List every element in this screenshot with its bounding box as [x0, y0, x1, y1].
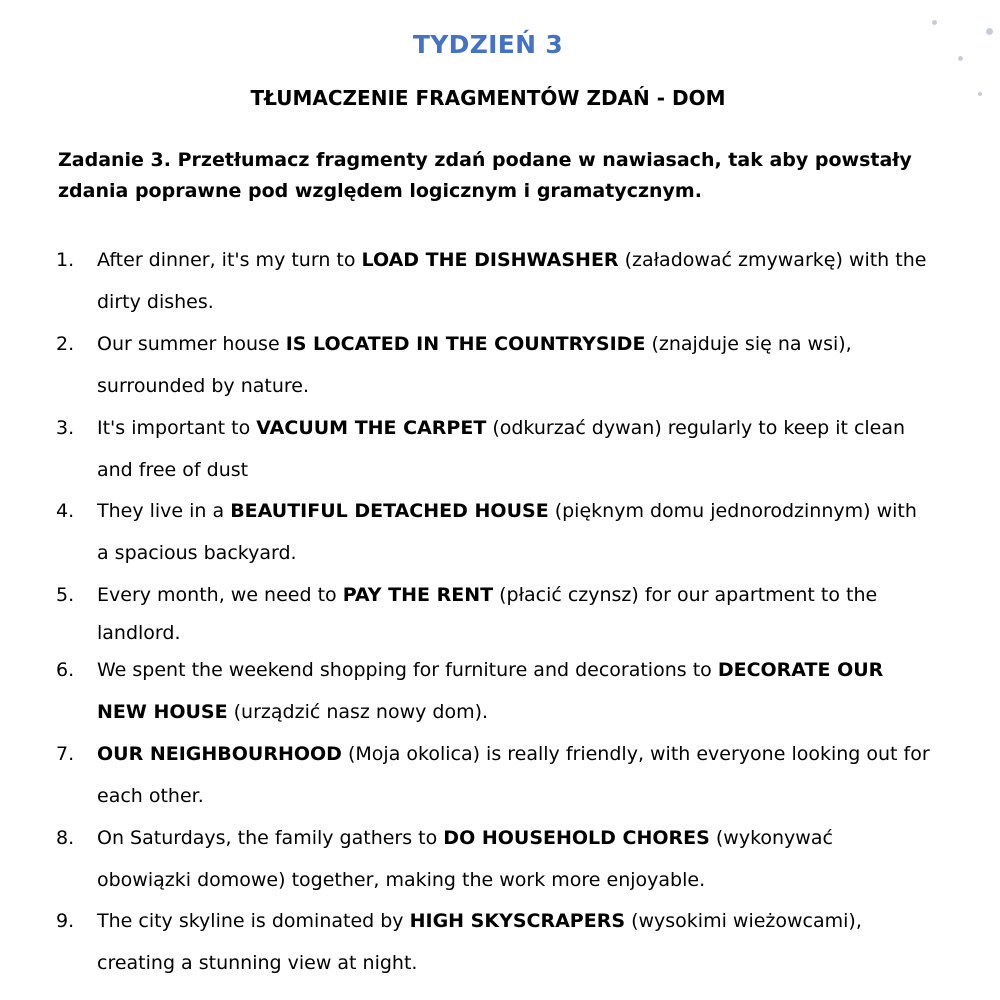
item-number: 5.: [56, 584, 75, 606]
item-keyword: DO HOUSEHOLD CHORES: [443, 827, 710, 849]
item-text: [97, 239, 932, 323]
item-keyword: LOAD THE DISHWASHER: [361, 249, 619, 271]
item-keyword: PAY THE RENT: [342, 584, 494, 606]
item-text: [97, 576, 932, 652]
item-text-after: (urządzić nasz nowy dom).: [227, 701, 489, 723]
item-keyword: OUR NEIGHBOURHOOD: [97, 743, 342, 765]
item-keyword: BEAUTIFUL DETACHED HOUSE: [230, 500, 549, 522]
decorative-dot: [978, 92, 982, 96]
item-text-after: (wykonywać obowiązki domowe) together, making the work more enjoyable.: [97, 827, 833, 891]
page-subtitle: TŁUMACZENIE FRAGMENTÓW ZDAŃ - DOM: [250, 86, 726, 110]
item-number: 2.: [56, 333, 75, 355]
item-keyword: VACUUM THE CARPET: [256, 417, 487, 439]
item-text: [97, 733, 932, 817]
item-keyword: IS LOCATED IN THE COUNTRYSIDE: [285, 333, 646, 355]
item-text-before: We spent the weekend shopping for furniture and decorations to: [97, 659, 718, 681]
item-text-after: (wysokimi wieżowcami), creating a stunning view at night.: [97, 910, 862, 974]
item-number: 1.: [56, 249, 75, 271]
item-text-after: (płacić czynsz) for our apartment to the landlord.: [97, 584, 878, 644]
item-text-before: They live in a: [97, 500, 231, 522]
item-number: 9.: [56, 910, 75, 932]
item-text-before: Every month, we need to: [97, 584, 343, 606]
item-text-after: (załadować zmywarkę) with the dirty dishes.: [97, 249, 927, 313]
task-instruction-line-2: zdania poprawne pod względem logicznym i gramatycznym.: [58, 180, 702, 202]
item-keyword: DECORATE OUR NEW HOUSE: [97, 659, 884, 723]
item-text-before: After dinner, it's my turn to: [97, 249, 362, 271]
item-number: 7.: [56, 743, 75, 765]
item-text: [97, 323, 932, 407]
task-instruction-line-1: Zadanie 3. Przetłumacz fragmenty zdań podane w nawiasach, tak aby powstały: [58, 149, 912, 171]
item-number: 8.: [56, 827, 75, 849]
item-text-after: (znajduje się na wsi), surrounded by nature.: [97, 333, 852, 397]
page-title: TYDZIEŃ 3: [412, 30, 564, 59]
item-text: [97, 490, 932, 574]
item-text: [97, 817, 932, 901]
item-number: 6.: [56, 659, 75, 681]
item-number: 4.: [56, 500, 75, 522]
item-text: [97, 649, 932, 733]
item-text-after: (odkurzać dywan) regularly to keep it clean and free of dust: [97, 417, 906, 481]
item-text-after: (pięknym domu jednorodzinnym) with a spacious backyard.: [97, 500, 917, 564]
item-text-before: It's important to: [97, 417, 257, 439]
decorative-dot: [932, 20, 937, 25]
item-number: 3.: [56, 417, 75, 439]
task-instruction: [58, 145, 918, 207]
item-keyword: HIGH SKYSCRAPERS: [409, 910, 626, 932]
item-text: [97, 407, 932, 491]
item-text-before: The city skyline is dominated by: [97, 910, 410, 932]
item-text-after: (Moja okolica) is really friendly, with everyone looking out for each other.: [97, 743, 930, 807]
item-text: [97, 900, 932, 984]
item-text-before: On Saturdays, the family gathers to: [97, 827, 444, 849]
item-text-before: Our summer house: [97, 333, 286, 355]
decorative-dot: [986, 28, 993, 35]
